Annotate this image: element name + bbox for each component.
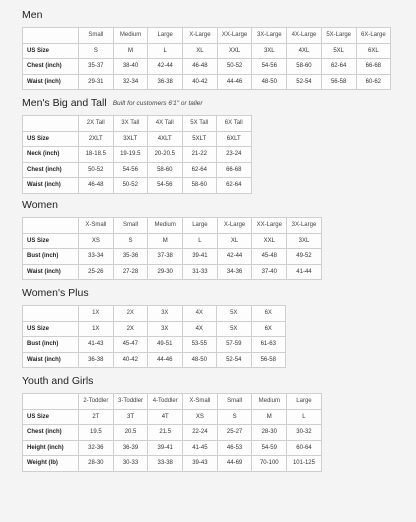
row-label: Waist (inch): [23, 264, 79, 280]
table-row: [23, 264, 322, 280]
size-section: [22, 96, 252, 194]
table-cell: 58-60: [182, 178, 217, 194]
table-cell: XXL: [217, 43, 252, 59]
section-title: [22, 286, 286, 300]
table-header-row: [23, 306, 286, 322]
column-header: 3X Tall: [113, 116, 148, 132]
table-cell: 44-69: [217, 456, 252, 472]
table-cell: 54-56: [113, 162, 148, 178]
table-cell: 46-48: [79, 178, 114, 194]
table-row: [23, 147, 252, 163]
table-cell: 48-50: [182, 352, 217, 368]
row-label: Chest (inch): [23, 425, 79, 441]
table-cell: XL: [217, 233, 252, 249]
column-header: 4X Tall: [148, 116, 183, 132]
table-row: [23, 59, 391, 75]
column-header: 6X-Large: [356, 28, 391, 44]
table-cell: 3XL: [287, 233, 322, 249]
column-header: 6X: [251, 306, 286, 322]
table-cell: 2XLT: [79, 131, 114, 147]
table-cell: XXL: [252, 233, 287, 249]
table-cell: 41-43: [79, 337, 114, 353]
column-header: [23, 116, 79, 132]
size-section: [22, 198, 322, 280]
table-header-row: [23, 116, 252, 132]
table-cell: 4X: [182, 321, 217, 337]
table-cell: 20-20.5: [148, 147, 183, 163]
column-header: Medium: [148, 218, 183, 234]
table-cell: 58-60: [148, 162, 183, 178]
table-cell: 21-22: [182, 147, 217, 163]
column-header: 1X: [79, 306, 114, 322]
table-cell: 50-52: [113, 178, 148, 194]
column-header: Small: [217, 394, 252, 410]
column-header: Large: [148, 28, 183, 44]
table-cell: 66-68: [356, 59, 391, 75]
table-cell: 6XL: [356, 43, 391, 59]
table-cell: M: [113, 43, 148, 59]
section-title: [22, 198, 322, 212]
row-label: US Size: [23, 43, 79, 59]
column-header: 5X Tall: [182, 116, 217, 132]
section-note: Built for customers 6'1" or taller: [112, 100, 203, 107]
table-cell: 4T: [148, 409, 183, 425]
table-cell: XS: [79, 233, 114, 249]
table-cell: 33-38: [148, 456, 183, 472]
table-cell: 46-53: [217, 440, 252, 456]
table-cell: 49-51: [148, 337, 183, 353]
table-row: [23, 74, 391, 90]
table-cell: 22-24: [183, 425, 218, 441]
column-header: 5X: [217, 306, 252, 322]
section-title-text: Women: [22, 199, 58, 211]
column-header: [23, 28, 79, 44]
table-cell: 37-38: [148, 249, 183, 265]
table-cell: 4XL: [287, 43, 322, 59]
table-cell: 40-42: [113, 352, 148, 368]
table-cell: 66-68: [217, 162, 252, 178]
table-cell: 42-44: [217, 249, 252, 265]
table-cell: 30-32: [287, 425, 322, 441]
column-header: 5X-Large: [321, 28, 356, 44]
section-title-text: Men's Big and Tall: [22, 97, 107, 109]
table-cell: 27-28: [113, 264, 148, 280]
table-row: [23, 178, 252, 194]
table-row: [23, 43, 391, 59]
table-cell: 45-47: [113, 337, 148, 353]
table-cell: 62-64: [217, 178, 252, 194]
table-cell: 45-48: [252, 249, 287, 265]
table-cell: M: [148, 233, 183, 249]
table-cell: 29-31: [79, 74, 114, 90]
column-header: 4X: [182, 306, 217, 322]
table-cell: 58-60: [287, 59, 322, 75]
table-cell: S: [79, 43, 114, 59]
table-cell: L: [287, 409, 322, 425]
table-cell: 46-48: [183, 59, 218, 75]
row-label: US Size: [23, 233, 79, 249]
column-header: 2X: [113, 306, 148, 322]
table-cell: 33-34: [79, 249, 114, 265]
table-cell: 41-44: [287, 264, 322, 280]
table-cell: 29-30: [148, 264, 183, 280]
row-label: US Size: [23, 321, 79, 337]
table-cell: 56-58: [321, 74, 356, 90]
column-header: Large: [183, 218, 218, 234]
section-title-text: Men: [22, 9, 43, 21]
column-header: Medium: [252, 394, 287, 410]
table-cell: 39-41: [148, 440, 183, 456]
size-table: [22, 305, 286, 368]
column-header: Small: [113, 218, 148, 234]
size-table: [22, 27, 391, 90]
column-header: 2X Tall: [79, 116, 114, 132]
table-cell: 6X: [251, 321, 286, 337]
column-header: Large: [287, 394, 322, 410]
column-header: 3X: [148, 306, 183, 322]
table-cell: XL: [183, 43, 218, 59]
row-label: Chest (inch): [23, 162, 79, 178]
table-cell: 40-42: [183, 74, 218, 90]
column-header: 3-Toddler: [113, 394, 148, 410]
section-title-text: Women's Plus: [22, 287, 89, 299]
table-cell: 52-54: [217, 352, 252, 368]
table-cell: 41-45: [183, 440, 218, 456]
table-row: [23, 425, 322, 441]
table-cell: M: [252, 409, 287, 425]
table-cell: XS: [183, 409, 218, 425]
table-header-row: [23, 28, 391, 44]
table-cell: 36-38: [148, 74, 183, 90]
size-table: [22, 393, 322, 472]
table-cell: 39-43: [183, 456, 218, 472]
table-cell: 32-34: [113, 74, 148, 90]
table-row: [23, 409, 322, 425]
table-cell: 3XLT: [113, 131, 148, 147]
table-cell: 3XL: [252, 43, 287, 59]
row-label: Bust (inch): [23, 337, 79, 353]
row-label: Waist (inch): [23, 352, 79, 368]
row-label: Height (inch): [23, 440, 79, 456]
table-cell: 52-54: [287, 74, 322, 90]
column-header: 4-Toddler: [148, 394, 183, 410]
table-cell: 30-33: [113, 456, 148, 472]
column-header: 2-Toddler: [79, 394, 114, 410]
table-row: [23, 321, 286, 337]
row-label: Waist (inch): [23, 74, 79, 90]
row-label: Weight (lb): [23, 456, 79, 472]
column-header: 4X-Large: [287, 28, 322, 44]
column-header: [23, 306, 79, 322]
table-cell: 3T: [113, 409, 148, 425]
section-title: [22, 374, 322, 388]
row-label: Chest (inch): [23, 59, 79, 75]
table-cell: 62-64: [182, 162, 217, 178]
table-cell: 54-59: [252, 440, 287, 456]
table-cell: 20.5: [113, 425, 148, 441]
table-cell: 25-27: [217, 425, 252, 441]
row-label: US Size: [23, 409, 79, 425]
table-cell: 35-37: [79, 59, 114, 75]
table-cell: 31-33: [183, 264, 218, 280]
row-label: Waist (inch): [23, 178, 79, 194]
table-cell: 1X: [79, 321, 114, 337]
table-cell: 36-39: [113, 440, 148, 456]
table-row: [23, 249, 322, 265]
table-cell: 35-36: [113, 249, 148, 265]
table-cell: 54-56: [252, 59, 287, 75]
table-cell: 42-44: [148, 59, 183, 75]
table-cell: 6XLT: [217, 131, 252, 147]
size-table: [22, 217, 322, 280]
column-header: 3X-Large: [252, 28, 287, 44]
size-section: [22, 286, 286, 368]
table-header-row: [23, 218, 322, 234]
table-cell: 3X: [148, 321, 183, 337]
table-row: [23, 131, 252, 147]
section-title-text: Youth and Girls: [22, 375, 94, 387]
column-header: 6X Tall: [217, 116, 252, 132]
column-header: X-Small: [79, 218, 114, 234]
table-cell: L: [183, 233, 218, 249]
size-section: [22, 374, 322, 472]
table-cell: S: [113, 233, 148, 249]
table-cell: 61-63: [251, 337, 286, 353]
table-cell: 57-59: [217, 337, 252, 353]
table-cell: 2X: [113, 321, 148, 337]
column-header: X-Large: [183, 28, 218, 44]
table-cell: 5XLT: [182, 131, 217, 147]
table-cell: 5X: [217, 321, 252, 337]
column-header: X-Small: [183, 394, 218, 410]
table-cell: 28-30: [252, 425, 287, 441]
section-title: [22, 96, 252, 110]
row-label: Bust (inch): [23, 249, 79, 265]
table-cell: 53-55: [182, 337, 217, 353]
table-cell: 49-52: [287, 249, 322, 265]
table-cell: 37-40: [252, 264, 287, 280]
column-header: X-Large: [217, 218, 252, 234]
row-label: US Size: [23, 131, 79, 147]
table-cell: 50-52: [79, 162, 114, 178]
table-cell: 48-50: [252, 74, 287, 90]
table-cell: S: [217, 409, 252, 425]
table-cell: 21.5: [148, 425, 183, 441]
table-cell: 62-64: [321, 59, 356, 75]
table-cell: 56-58: [251, 352, 286, 368]
table-cell: 32-36: [79, 440, 114, 456]
table-row: [23, 352, 286, 368]
table-row: [23, 337, 286, 353]
table-header-row: [23, 394, 322, 410]
column-header: XX-Large: [252, 218, 287, 234]
table-cell: 4XLT: [148, 131, 183, 147]
table-cell: L: [148, 43, 183, 59]
column-header: 3X-Large: [287, 218, 322, 234]
table-row: [23, 456, 322, 472]
table-cell: 28-30: [79, 456, 114, 472]
column-header: [23, 394, 79, 410]
table-cell: 39-41: [183, 249, 218, 265]
table-cell: 34-36: [217, 264, 252, 280]
column-header: [23, 218, 79, 234]
column-header: Small: [79, 28, 114, 44]
table-cell: 50-52: [217, 59, 252, 75]
size-table: [22, 115, 252, 194]
table-cell: 44-46: [217, 74, 252, 90]
table-row: [23, 440, 322, 456]
table-cell: 25-26: [79, 264, 114, 280]
column-header: XX-Large: [217, 28, 252, 44]
column-header: Medium: [113, 28, 148, 44]
table-cell: 60-64: [287, 440, 322, 456]
table-cell: 19-19.5: [113, 147, 148, 163]
table-cell: 18-18.5: [79, 147, 114, 163]
table-cell: 54-56: [148, 178, 183, 194]
table-cell: 44-46: [148, 352, 183, 368]
table-row: [23, 233, 322, 249]
table-cell: 5XL: [321, 43, 356, 59]
row-label: Neck (inch): [23, 147, 79, 163]
table-cell: 19.5: [79, 425, 114, 441]
table-cell: 38-40: [113, 59, 148, 75]
size-section: [22, 8, 391, 90]
table-cell: 23-24: [217, 147, 252, 163]
table-cell: 2T: [79, 409, 114, 425]
table-row: [23, 162, 252, 178]
section-title: [22, 8, 391, 22]
table-cell: 101-125: [287, 456, 322, 472]
table-cell: 60-62: [356, 74, 391, 90]
table-cell: 36-38: [79, 352, 114, 368]
table-cell: 70-100: [252, 456, 287, 472]
